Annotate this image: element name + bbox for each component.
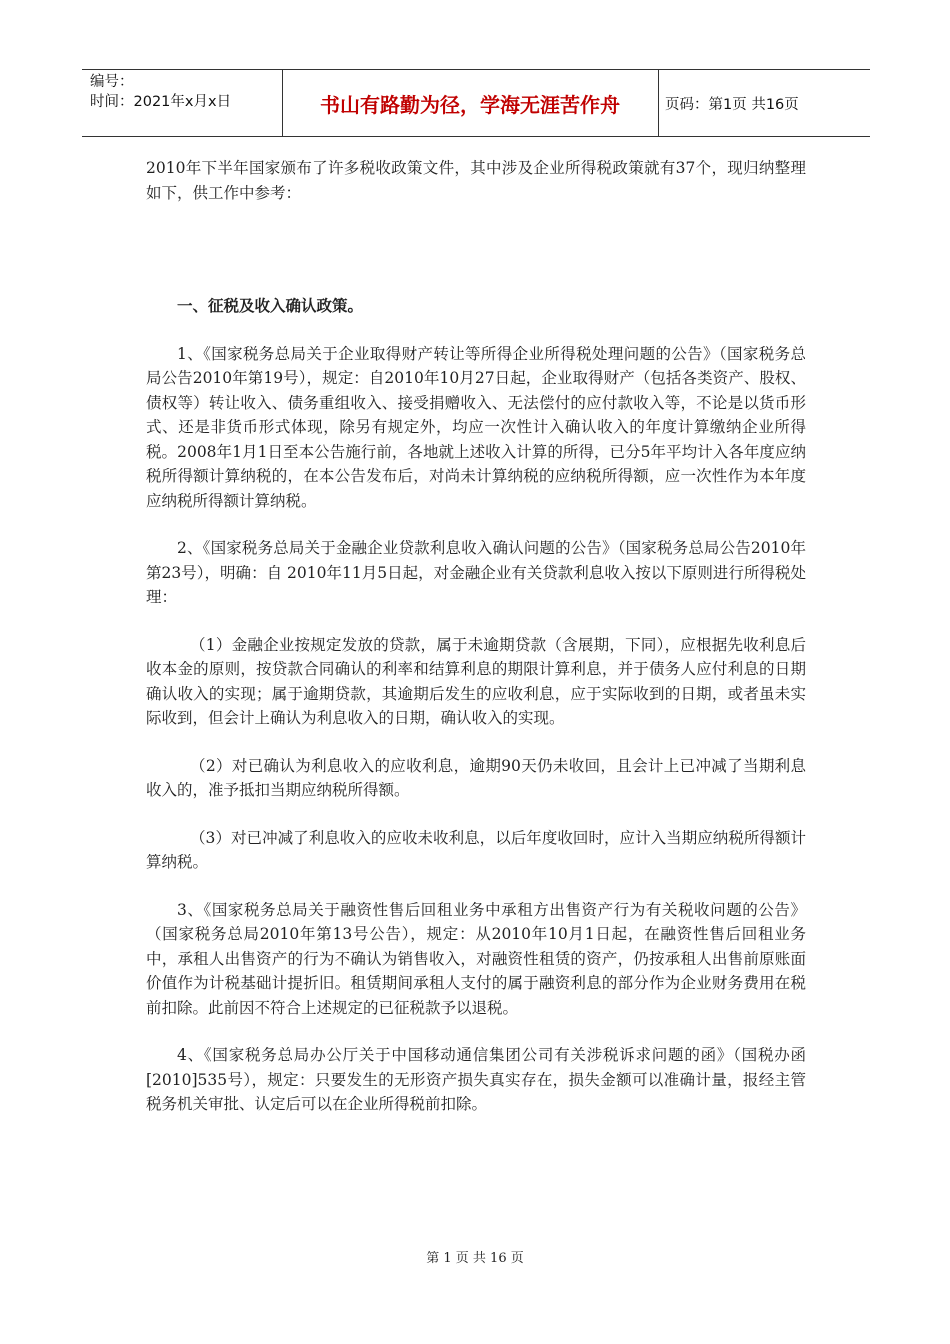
page-header <box>82 69 870 137</box>
header-motto: 书山有路勤为径，学海无涯苦作舟 <box>320 92 620 117</box>
document-body <box>146 156 806 1117</box>
header-meta <box>90 72 231 112</box>
header-divider <box>658 70 659 136</box>
paragraph-item-4: 4、《国家税务总局办公厅关于中国移动通信集团公司有关涉税诉求问题的函》（国税办函[2010]535号），规定：只要发生的无形资产损失真实存在，损失金额可以准确计量，报经主管税务机关审批、认定后可以在企业所得税前扣除。 <box>146 1046 806 1113</box>
page-footer: 第 1 页 共 16 页 <box>426 1251 524 1266</box>
paragraph-item-2: 2、《国家税务总局关于金融企业贷款利息收入确认问题的公告》（国家税务总局公告2010年第23号），明确：自 2010年11月5日起，对金融企业有关贷款利息收入按以下原则进行所得税处理： <box>146 539 806 606</box>
paragraph-subitem-1: （1）金融企业按规定发放的贷款，属于未逾期贷款（含展期，下同），应根据先收利息后收本金的原则，按贷款合同确认的利率和结算利息的期限计算利息，并于债务人应付利息的日期确认收入的实现；属于逾期贷款，其逾期后发生的应收利息，应于实际收到的日期，或者虽未实际收到，但会计上确认为利息收入的日期，确认收入的实现。 <box>146 635 806 727</box>
document-date-label: 时间：2021年x月x日 <box>90 94 232 110</box>
paragraph-subitem-2: （2）对已确认为利息收入的应收利息，逾期90天仍未收回，且会计上已冲减了当期利息收入的，准予抵扣当期应纳税所得额。 <box>146 756 806 799</box>
paragraph-subitem-3: （3）对已冲减了利息收入的应收未收利息，以后年度收回时，应计入当期应纳税所得额计算纳税。 <box>146 828 806 871</box>
document-number-label: 编号： <box>90 74 134 90</box>
paragraph-item-3: 3、《国家税务总局关于融资性售后回租业务中承租方出售资产行为有关税收问题的公告》（国家税务总局2010年第13号公告），规定：从2010年10月1日起，在融资性售后回租业务中，承租人出售资产的行为不确认为销售收入，对融资性租赁的资产，仍按承租人出售前原账面价值作为计税基础计提折旧。租赁期间承租人支付的属于融资利息的部分作为企业财务费用在税前扣除。此前因不符合上述规定的已征税款予以退税。 <box>146 900 806 1017</box>
intro-paragraph: 2010年下半年国家颁布了许多税收政策文件，其中涉及企业所得税政策就有37个，现归纳整理如下，供工作中参考： <box>146 159 806 202</box>
paragraph-item-1: 1、《国家税务总局关于企业取得财产转让等所得企业所得税处理问题的公告》（国家税务总局公告2010年第19号），规定：自2010年10月27日起，企业取得财产（包括各类资产、股权、债权等）转让收入、债务重组收入、接受捐赠收入、无法偿付的应付款收入等，不论是以货币形式、还是非货币形式体现，除另有规定外，均应一次性计入确认收入的年度计算缴纳企业所得税。2008年1月1日至本公告施行前，各地就上述收入计算的所得，已分5年平均计入各年度应纳税所得额计算纳税的，在本公告发布后，对尚未计算纳税的应纳税所得额，应一次性作为本年度应纳税所得额计算纳税。 <box>146 344 806 510</box>
header-page-info: 页码：第1页 共16页 <box>665 96 799 113</box>
section-title: 一、征税及收入确认政策。 <box>177 297 364 315</box>
